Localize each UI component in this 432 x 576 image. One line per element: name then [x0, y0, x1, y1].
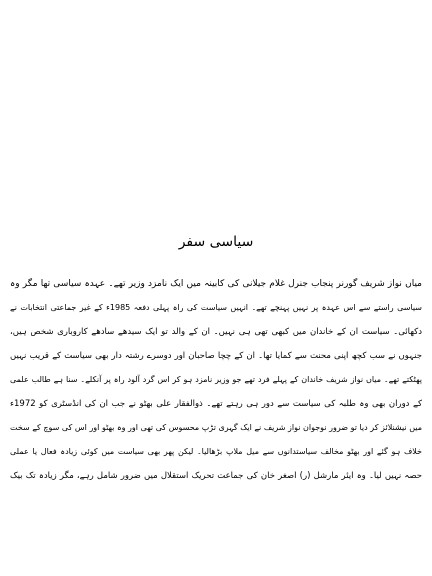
paragraph-line: دکھائی۔ سیاست ان کے خاندان میں کبھی تھی ہی نہیں۔ ان کے والد تو ایک سیدھے سادھے کاروباری شخص ہیں،	[10, 327, 422, 337]
paragraph-line: کے دوران بھی وہ طلبہ کی سیاست سے دور ہی رہتے تھے۔ ذوالفقار علی بھٹو نے جب ان کی انڈسٹری کو 1972ء	[10, 399, 422, 409]
paragraph-line: حصہ نہیں لیا۔ وہ ایئر مارشل (ر) اصغر خان کی جماعت تحریک استقلال میں ضرور شامل رہے، مگر زیادہ تک بیک	[10, 471, 422, 481]
section-heading: سیاسی سفر	[178, 234, 254, 250]
paragraph-line: خلاف ہو گئے اور بھٹو مخالف سیاستدانوں سے میل ملاپ بڑھالیا۔ لیکن پھر بھی سیاست میں کوئی زیادہ فعال یا عملی	[10, 447, 422, 456]
paragraph-line: میں نیشنلائز کر دیا تو ضرور نوجوان نواز شریف نے ایک گہری تڑپ محسوس کی تھی اور وہ بھٹو اور اس کی سوچ کے سخت	[10, 423, 422, 432]
paragraph-line: میاں نواز شریف گورنر پنجاب جنرل غلام جیلانی کی کابینہ میں ایک نامزد وزیر تھے۔ عہدہ سیاسی تھا مگر وہ	[10, 279, 422, 289]
paragraph-line: جنہوں نے سب کچھ اپنی محنت سے کمایا تھا۔ ان کے چچا صاحبان اور دوسرے رشتہ دار بھی سیاست کے قریب نہیں	[10, 351, 422, 361]
paragraph-line: سیاسی راستے سے اس عہدہ پر نہیں پہنچے تھے۔ انہیں سیاست کی راہ پہلی دفعہ 1985ء کے غیر جماعتی انتخابات نے	[10, 303, 422, 312]
body-paragraph	[10, 272, 422, 488]
paragraph-line: پھٹکتے تھے۔ میاں نواز شریف خاندان کے پہلے فرد تھے جو وزیر نامزد ہو کر اس گرد آلود راہ پر آنکلے۔ سنا ہے طالب علمی	[10, 375, 422, 384]
